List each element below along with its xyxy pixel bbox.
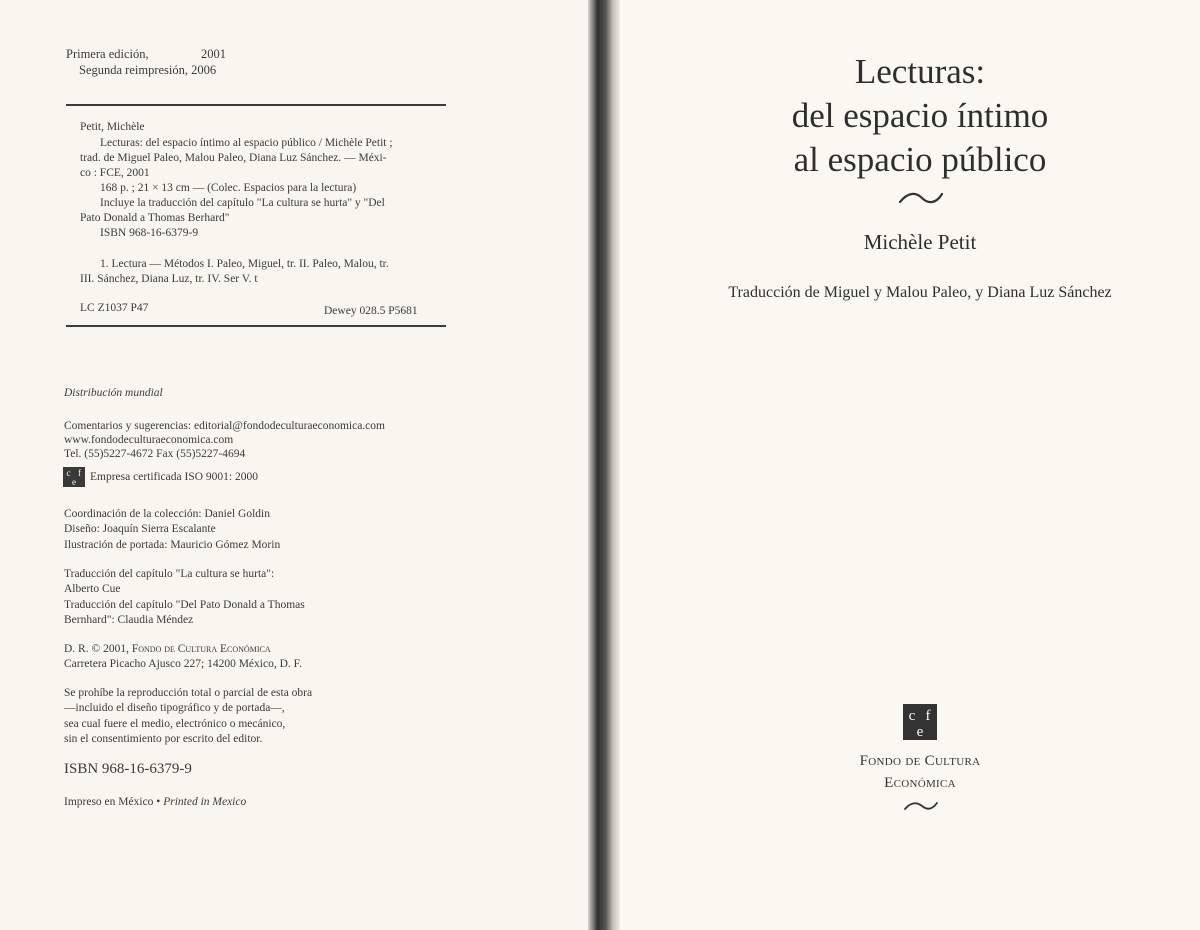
catalog-line: Pato Donald a Thomas Berhard" [80,212,230,224]
svg-text:f: f [78,468,81,478]
first-edition-year: 2001 [201,47,226,61]
reprint-line: Segunda reimpresión, 2006 [79,63,217,77]
catalog-line: Incluye la traducción del capítulo "La cultura se hurta" y "Del [100,197,385,209]
address-line: Carretera Picacho Ajusco 227; 14200 México, D. F. [64,658,302,670]
prohibition-line: sea cual fuere el medio, electrónico o mecánico, [64,718,286,730]
prohibition-line: sin el consentimiento por escrito del editor. [64,733,263,745]
svg-text:c: c [908,708,916,724]
catalog-line: trad. de Miguel Paleo, Malou Paleo, Diana Luz Sánchez. — Méxi- [80,152,387,164]
translation-line: Traducción del capítulo "Del Pato Donald a Thomas [64,599,305,611]
printed-spanish: Impreso en México • [64,796,164,808]
title-line-2: del espacio íntimo [791,96,1049,135]
printed-line [64,795,246,810]
catalog-line: Petit, Michèle [80,121,145,133]
dewey-number: Dewey 028.5 P5681 [324,305,418,317]
translation-line: Bernhard": Claudia Méndez [64,614,194,626]
catalog-line: ISBN 968-16-6379-9 [100,227,199,239]
publisher-line-1: Fondo de Cultura [859,753,981,769]
credit-line: Diseño: Joaquín Sierra Escalante [64,523,216,535]
translation-line: Alberto Cue [64,583,121,595]
prohibition-line: Se prohíbe la reproducción total o parcial de esta obra [64,687,313,699]
swash-ornament-icon [898,190,944,206]
fce-logo-icon [903,704,937,740]
swash-ornament-icon [903,800,939,812]
author-name: Michèle Petit [863,230,977,254]
catalog-line: co : FCE, 2001 [80,167,150,179]
catalog-line: 168 p. ; 21 × 13 cm — (Colec. Espacios para la lectura) [100,182,357,194]
catalog-line: 1. Lectura — Métodos I. Paleo, Miguel, tr. II. Paleo, Malou, tr. [100,258,389,270]
fce-logo-icon [63,467,85,487]
title-line-3: al espacio público [793,140,1047,179]
catalog-line: Lecturas: del espacio íntimo al espacio público / Michèle Petit ; [100,137,393,149]
svg-text:f: f [925,708,931,724]
credit-line: Coordinación de la colección: Daniel Goldin [64,508,270,520]
website-line: www.fondodeculturaeconomica.com [64,434,234,446]
prohibition-line: —incluido el diseño tipográfico y de portada—, [64,702,285,714]
svg-text:c: c [66,468,71,478]
iso-line: Empresa certificada ISO 9001: 2000 [90,471,258,483]
distribution-heading: Distribución mundial [64,387,163,399]
rights-line: D. R. © 2001, Fondo de Cultura Económica [64,643,271,655]
svg-text:e: e [72,477,76,487]
publisher-name [820,750,1020,794]
printed-english: Printed in Mexico [163,796,247,808]
translator-line: Traducción de Miguel y Malou Paleo, y Diana Luz Sánchez [728,284,1112,301]
book-gutter [588,0,620,930]
translation-line: Traducción del capítulo "La cultura se hurta": [64,568,275,580]
lc-number: LC Z1037 P47 [80,302,149,314]
contact-line: Comentarios y sugerencias: editorial@fondodeculturaeconomica.com [64,420,385,432]
phone-line: Tel. (55)5227-4672 Fax (55)5227-4694 [64,448,246,460]
book-title [620,50,1200,182]
svg-text:e: e [916,724,924,740]
credit-line: Ilustración de portada: Mauricio Gómez Morin [64,539,281,551]
catalog-bottom-rule [66,325,446,327]
title-line-1: Lecturas: [854,52,986,91]
catalog-top-rule [66,104,446,106]
publisher-line-2: Económica [884,775,956,791]
first-edition-label: Primera edición, [66,47,149,61]
isbn-line: ISBN 968-16-6379-9 [64,761,192,777]
catalog-line: III. Sánchez, Diana Luz, tr. IV. Ser V. t [80,273,258,285]
